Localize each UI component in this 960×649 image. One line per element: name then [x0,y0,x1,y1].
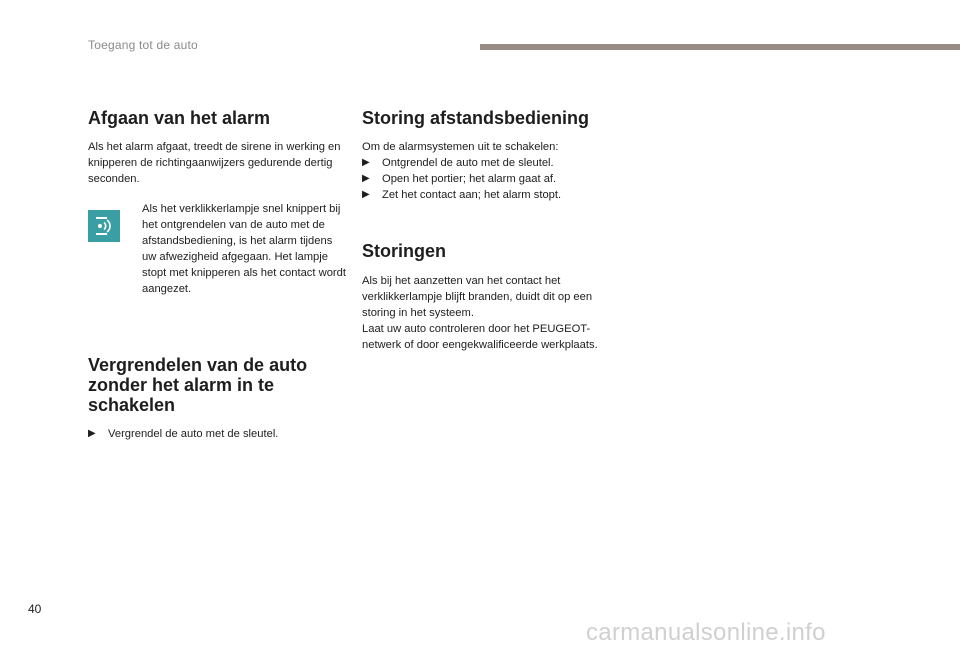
list-item [88,426,346,442]
right-column [362,108,620,353]
list-item [362,171,620,187]
faults-heading: Storingen [362,241,446,261]
arrow-bullet-icon: ▶︎ [88,428,96,439]
alarm-warning-lamp-icon [88,210,120,242]
remote-heading: Storing afstandsbediening [362,108,590,128]
page-number: 40 [28,602,42,616]
arrow-bullet-icon: ▶︎ [362,173,370,184]
section-header-title: Toegang tot de auto [88,38,198,52]
alarm-note [88,201,346,297]
remote-intro: Om de alarmsystemen uit te schakelen: [362,141,559,153]
list-item-text: Zet het contact aan; het alarm stopt. [382,189,562,201]
watermark: carmanualsonline.info [586,619,826,646]
arrow-bullet-icon: ▶︎ [362,189,370,200]
list-item-text: Ontgrendel de auto met de sleutel. [382,157,554,169]
faults-body-2: Laat uw auto controleren door het PEUGEOT-netwerk of door eengekwalificeerde werkplaats. [362,323,598,351]
remote-list [362,155,620,203]
lock-heading: Vergrendelen van de auto zonder het alarm in te schakelen [88,355,308,415]
list-item-text: Vergrendel de auto met de sleutel. [108,428,279,440]
list-item-text: Open het portier; het alarm gaat af. [382,173,557,185]
list-item [362,155,620,171]
alarm-note-text: Als het verklikkerlampje snel knippert bij het ontgrendelen van de auto met de afstandsbediening, is het alarm tijdens uw afwezigheid afgegaan. Het lampje stopt met knipperen als het contact wordt aangezet. [142,203,346,295]
alarm-heading: Afgaan van het alarm [88,108,271,128]
lock-list [88,426,346,442]
faults-body-1: Als bij het aanzetten van het contact het verklikkerlampje blijft branden, duidt dit op een storing in het systeem. [362,275,593,319]
left-column [88,108,346,442]
arrow-bullet-icon: ▶︎ [362,157,370,168]
section-header-bar [480,44,960,50]
list-item [362,187,620,203]
alarm-body: Als het alarm afgaat, treedt de sirene in werking en knipperen de richtingaanwijzers gedurende dertig seconden. [88,141,341,185]
